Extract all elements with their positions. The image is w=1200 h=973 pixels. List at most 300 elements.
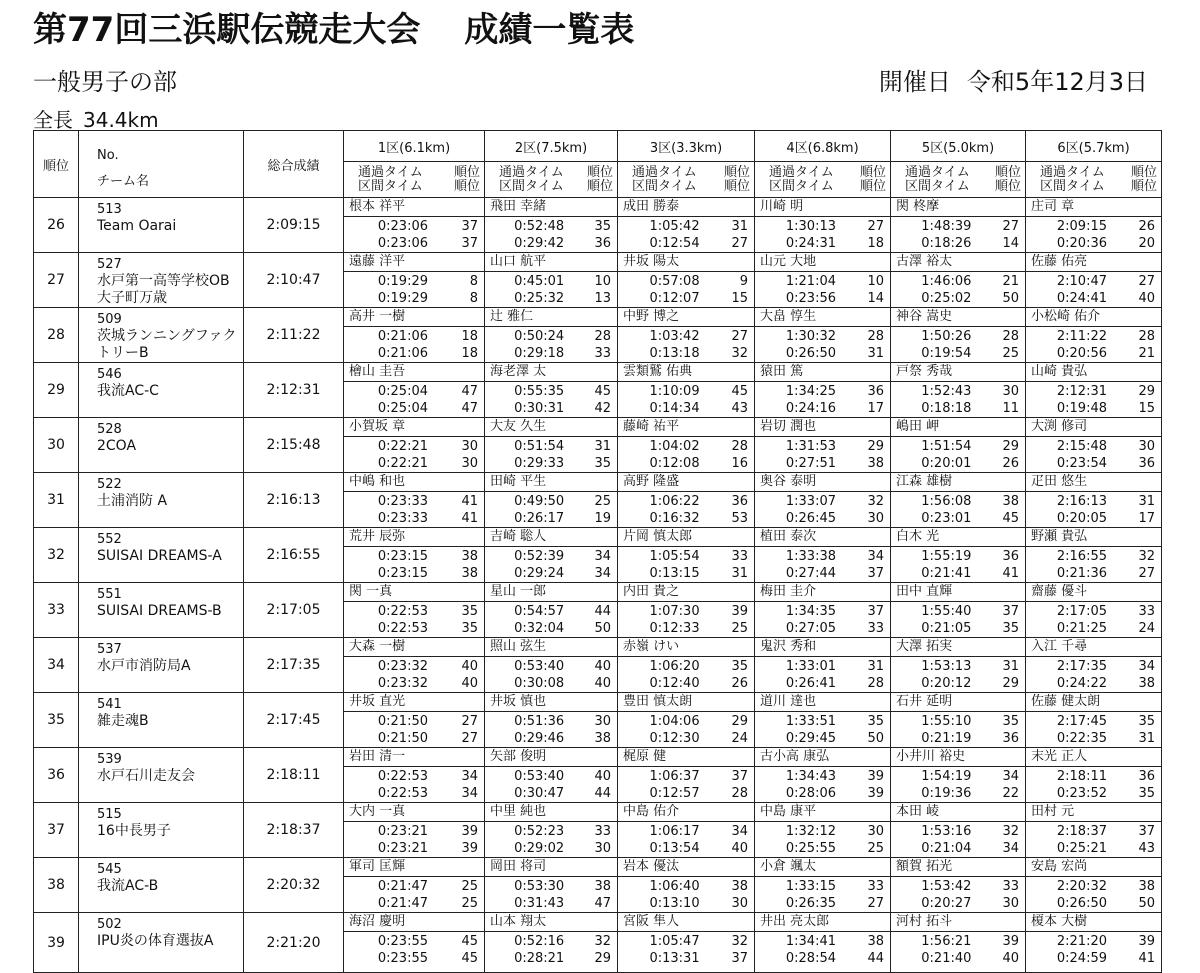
- pass-rank: 28: [731, 439, 748, 454]
- leg-cell: [344, 748, 485, 803]
- split-rank: 30: [731, 896, 748, 911]
- split-time: 0:25:32: [514, 291, 565, 306]
- pass-time: 2:16:55: [1056, 549, 1107, 564]
- pass-rank: 34: [594, 549, 611, 564]
- runner-name: 安島 宏尚: [1026, 858, 1161, 877]
- pass-rank: 29: [1138, 384, 1155, 399]
- pass-time: 1:30:32: [785, 329, 836, 344]
- split-time: 0:28:06: [785, 786, 836, 801]
- team-number: 537: [97, 642, 122, 657]
- split-time: 0:19:29: [377, 291, 428, 306]
- split-rank: 40: [594, 676, 611, 691]
- split-time: 0:23:33: [377, 511, 428, 526]
- pass-rank: 39: [461, 824, 478, 839]
- pass-time: 1:52:43: [921, 384, 972, 399]
- pass-time: 2:20:32: [1056, 879, 1107, 894]
- runner-name: 内田 貴之: [618, 583, 754, 602]
- team-rank: 27: [34, 253, 79, 308]
- pass-rank: 25: [594, 494, 611, 509]
- split-time: 0:29:42: [514, 236, 565, 251]
- leg-cell: [891, 418, 1026, 473]
- team-name: 水戸第一高等学校OB大子町万歳: [97, 273, 230, 306]
- runner-name: 入江 千尋: [1026, 638, 1161, 657]
- team-number: 546: [97, 367, 122, 382]
- split-time: 0:19:54: [921, 346, 972, 361]
- split-time: 0:18:18: [921, 401, 972, 416]
- runner-name: 田中 直輝: [891, 583, 1025, 602]
- split-time: 0:21:06: [377, 346, 428, 361]
- team-name: 水戸市消防局A: [97, 658, 191, 674]
- leg-cell: [1026, 803, 1162, 858]
- team-cell: [79, 363, 244, 418]
- runner-name: 川崎 明: [755, 198, 890, 217]
- pass-time: 0:22:53: [377, 769, 428, 784]
- split-rank: 50: [1002, 291, 1019, 306]
- split-rank: 25: [1002, 346, 1019, 361]
- runner-name: 疋田 悠生: [1026, 473, 1161, 492]
- team-name: 土浦消防 A: [97, 493, 168, 509]
- pass-rank: 9: [739, 274, 748, 289]
- leg-cell: [618, 473, 755, 528]
- pass-rank: 34: [461, 769, 478, 784]
- team-number: 539: [97, 752, 122, 767]
- table-row: [34, 253, 1162, 308]
- team-name: 我流AC-B: [97, 878, 159, 894]
- event-title: 第77回三浜駅伝競走大会: [33, 10, 421, 50]
- leg-cell: [618, 583, 755, 638]
- leg-cell: [1026, 253, 1162, 308]
- pass-rank-label: 順位: [1130, 164, 1157, 180]
- split-time: 0:27:44: [785, 566, 836, 581]
- runner-name: 河村 拓斗: [891, 913, 1025, 932]
- runner-name: 雲類鷲 佑典: [618, 363, 754, 382]
- pass-time: 1:34:35: [785, 604, 836, 619]
- pass-rank: 30: [867, 824, 884, 839]
- pass-rank: 35: [461, 604, 478, 619]
- leg-cell: [755, 253, 891, 308]
- pass-rank: 31: [594, 439, 611, 454]
- team-number: 509: [97, 312, 122, 327]
- split-rank: 29: [594, 951, 611, 966]
- pass-time: 1:34:43: [785, 769, 836, 784]
- leg-cell: [344, 693, 485, 748]
- runner-name: 星山 一郎: [485, 583, 617, 602]
- split-rank: 34: [594, 566, 611, 581]
- runner-name: 江森 雄樹: [891, 473, 1025, 492]
- leg-cell: [755, 198, 891, 253]
- team-number: 545: [97, 862, 122, 877]
- split-rank: 39: [461, 841, 478, 856]
- split-rank: 18: [867, 236, 884, 251]
- split-rank: 45: [461, 951, 478, 966]
- pass-rank: 27: [867, 219, 884, 234]
- total-distance-value: 34.4km: [83, 108, 159, 132]
- runner-name: 高野 隆盛: [618, 473, 754, 492]
- leg-cell: [344, 418, 485, 473]
- pass-time: 0:55:35: [514, 384, 565, 399]
- split-rank: 30: [461, 456, 478, 471]
- split-time: 0:26:50: [1056, 896, 1107, 911]
- pass-rank: 38: [1138, 879, 1155, 894]
- total-time: 2:18:11: [244, 748, 344, 803]
- split-time: 0:25:02: [921, 291, 972, 306]
- total-time: 2:16:55: [244, 528, 344, 583]
- leg-cell: [891, 473, 1026, 528]
- split-time: 0:26:50: [785, 346, 836, 361]
- runner-name: 大内 一真: [344, 803, 484, 822]
- split-rank: 20: [1138, 236, 1155, 251]
- split-rank: 14: [867, 291, 884, 306]
- pass-rank: 32: [867, 494, 884, 509]
- split-rank: 36: [594, 236, 611, 251]
- leg-cell: [618, 308, 755, 363]
- runner-name: 井出 亮太郎: [755, 913, 890, 932]
- pass-rank: 37: [1002, 604, 1019, 619]
- runner-name: 榎本 大樹: [1026, 913, 1161, 932]
- team-rank: 31: [34, 473, 79, 528]
- pass-time: 2:17:35: [1056, 659, 1107, 674]
- pass-rank: 27: [731, 329, 748, 344]
- split-rank: 28: [731, 786, 748, 801]
- leg-cell: [755, 748, 891, 803]
- table-row: [34, 363, 1162, 418]
- split-time: 0:12:57: [649, 786, 700, 801]
- pass-time: 2:15:48: [1056, 439, 1107, 454]
- leg-cell: [344, 583, 485, 638]
- split-rank: 38: [867, 456, 884, 471]
- pass-time: 1:53:16: [921, 824, 972, 839]
- leg-cell: [485, 803, 618, 858]
- total-distance-label: 全長: [33, 108, 73, 132]
- team-cell: [79, 418, 244, 473]
- leg-cell: [485, 528, 618, 583]
- pass-time: 1:54:19: [921, 769, 972, 784]
- split-rank: 50: [867, 731, 884, 746]
- runner-name: 井坂 直光: [344, 693, 484, 712]
- leg-cell: [618, 693, 755, 748]
- pass-time: 1:05:47: [649, 934, 700, 949]
- leg-cell: [891, 803, 1026, 858]
- runner-name: 田崎 平生: [485, 473, 617, 492]
- split-time: 0:12:54: [649, 236, 700, 251]
- pass-time-label: 通過タイム: [769, 164, 834, 180]
- pass-rank: 28: [867, 329, 884, 344]
- pass-time: 1:56:21: [921, 934, 972, 949]
- split-time: 0:28:54: [785, 951, 836, 966]
- split-time: 0:12:07: [649, 291, 700, 306]
- split-rank: 18: [461, 346, 478, 361]
- pass-rank: 27: [1002, 219, 1019, 234]
- split-rank: 14: [1002, 236, 1019, 251]
- pass-rank: 26: [1138, 219, 1155, 234]
- leg-cell: [1026, 693, 1162, 748]
- pass-time: 1:33:51: [785, 714, 836, 729]
- team-number: 527: [97, 257, 122, 272]
- split-rank: 15: [1138, 401, 1155, 416]
- table-header: [34, 131, 1162, 198]
- split-time: 0:24:41: [1056, 291, 1107, 306]
- pass-time: 2:09:15: [1056, 219, 1107, 234]
- leg-cell: [344, 198, 485, 253]
- leg-cell: [618, 638, 755, 693]
- split-rank: 15: [731, 291, 748, 306]
- team-cell: [79, 803, 244, 858]
- split-rank-label: 順位: [859, 178, 886, 194]
- runner-name: 中嶋 和也: [344, 473, 484, 492]
- runner-name: 梅田 圭介: [755, 583, 890, 602]
- pass-time: 0:22:53: [377, 604, 428, 619]
- split-time: 0:21:50: [377, 731, 428, 746]
- runner-name: 山崎 貴弘: [1026, 363, 1161, 382]
- pass-rank: 47: [461, 384, 478, 399]
- runner-name: 中里 純也: [485, 803, 617, 822]
- leg-cell: [485, 418, 618, 473]
- pass-time: 1:32:12: [785, 824, 836, 839]
- split-time: 0:26:45: [785, 511, 836, 526]
- split-time: 0:23:21: [377, 841, 428, 856]
- pass-rank: 33: [731, 549, 748, 564]
- leg-cell: [1026, 748, 1162, 803]
- leg-cell: [618, 748, 755, 803]
- split-rank: 35: [461, 621, 478, 636]
- leg-cell: [891, 363, 1026, 418]
- header-leg-2: 2区(7.5km): [485, 131, 618, 162]
- pass-rank: 37: [867, 604, 884, 619]
- team-number: 502: [97, 917, 122, 932]
- pass-time: 1:06:37: [649, 769, 700, 784]
- pass-time: 1:55:40: [921, 604, 972, 619]
- split-time: 0:12:08: [649, 456, 700, 471]
- pass-time: 1:06:40: [649, 879, 700, 894]
- header-team: [79, 131, 244, 198]
- pass-rank: 39: [867, 769, 884, 784]
- split-rank: 47: [461, 401, 478, 416]
- pass-rank-label: 順位: [586, 164, 613, 180]
- team-name: 我流AC-C: [97, 383, 159, 399]
- leg-cell: [618, 913, 755, 973]
- runner-name: 大畠 惇生: [755, 308, 890, 327]
- leg-cell: [1026, 913, 1162, 973]
- split-rank-label: 順位: [586, 178, 613, 194]
- split-time: 0:21:36: [1056, 566, 1107, 581]
- pass-time: 0:57:08: [649, 274, 700, 289]
- pass-time: 0:53:40: [514, 659, 565, 674]
- split-rank: 36: [1138, 456, 1155, 471]
- pass-rank: 30: [1002, 384, 1019, 399]
- split-rank: 47: [594, 896, 611, 911]
- total-time: 2:21:20: [244, 913, 344, 973]
- pass-rank: 38: [1002, 494, 1019, 509]
- pass-rank-label: 順位: [453, 164, 480, 180]
- pass-rank: 38: [594, 879, 611, 894]
- pass-time: 0:23:15: [377, 549, 428, 564]
- pass-time: 1:50:26: [921, 329, 972, 344]
- team-cell: [79, 253, 244, 308]
- runner-name: 山元 大地: [755, 253, 890, 272]
- document-title: 成績一覧表: [464, 10, 635, 50]
- leg-cell: [755, 858, 891, 913]
- pass-time: 1:03:42: [649, 329, 700, 344]
- runner-name: 小倉 颯太: [755, 858, 890, 877]
- split-rank: 24: [1138, 621, 1155, 636]
- runner-name: 石井 延明: [891, 693, 1025, 712]
- split-rank: 40: [731, 841, 748, 856]
- team-number: 528: [97, 422, 122, 437]
- split-time: 0:20:12: [921, 676, 972, 691]
- pass-rank: 36: [1002, 549, 1019, 564]
- split-rank: 53: [731, 511, 748, 526]
- split-time-label: 区間タイム: [358, 178, 423, 194]
- runner-name: 末光 正人: [1026, 748, 1161, 767]
- split-time: 0:22:53: [377, 786, 428, 801]
- runner-name: 額賀 拓光: [891, 858, 1025, 877]
- runner-name: 海老澤 太: [485, 363, 617, 382]
- pass-rank: 45: [594, 384, 611, 399]
- split-time: 0:24:31: [785, 236, 836, 251]
- split-time: 0:21:41: [921, 566, 972, 581]
- split-time: 0:23:52: [1056, 786, 1107, 801]
- runner-name: 片岡 慎太郎: [618, 528, 754, 547]
- leg-cell: [891, 583, 1026, 638]
- runner-name: 矢部 俊明: [485, 748, 617, 767]
- pass-time: 2:21:20: [1056, 934, 1107, 949]
- leg-cell: [618, 363, 755, 418]
- split-time: 0:24:22: [1056, 676, 1107, 691]
- split-rank: 37: [731, 951, 748, 966]
- leg-cell: [755, 528, 891, 583]
- total-time: 2:12:31: [244, 363, 344, 418]
- runner-name: 関 柊摩: [891, 198, 1025, 217]
- runner-name: 道川 達也: [755, 693, 890, 712]
- split-rank: 28: [867, 676, 884, 691]
- team-cell: [79, 748, 244, 803]
- runner-name: 齋藤 優斗: [1026, 583, 1161, 602]
- runner-name: 神谷 嵩史: [891, 308, 1025, 327]
- split-rank: 40: [461, 676, 478, 691]
- pass-rank: 39: [1138, 934, 1155, 949]
- split-rank: 40: [1002, 951, 1019, 966]
- leg-cell: [618, 418, 755, 473]
- runner-name: 檜山 圭吾: [344, 363, 484, 382]
- split-rank: 30: [867, 511, 884, 526]
- split-time: 0:30:08: [514, 676, 565, 691]
- leg-subheader: [485, 162, 618, 198]
- split-time: 0:13:15: [649, 566, 700, 581]
- leg-cell: [485, 693, 618, 748]
- split-rank: 32: [731, 346, 748, 361]
- leg-cell: [755, 583, 891, 638]
- split-rank: 44: [867, 951, 884, 966]
- team-cell: [79, 473, 244, 528]
- split-rank: 8: [469, 291, 478, 306]
- split-rank-label: 順位: [1130, 178, 1157, 194]
- pass-time: 1:21:04: [785, 274, 836, 289]
- split-rank: 37: [461, 236, 478, 251]
- team-rank: 33: [34, 583, 79, 638]
- split-rank: 27: [1138, 566, 1155, 581]
- leg-cell: [1026, 363, 1162, 418]
- split-time-label: 区間タイム: [769, 178, 834, 194]
- pass-rank: 33: [1002, 879, 1019, 894]
- leg-cell: [485, 308, 618, 363]
- split-rank: 44: [594, 786, 611, 801]
- pass-rank-label: 順位: [723, 164, 750, 180]
- leg-cell: [755, 418, 891, 473]
- split-time: 0:29:18: [514, 346, 565, 361]
- runner-name: 岩切 潤也: [755, 418, 890, 437]
- split-rank: 31: [867, 346, 884, 361]
- split-time: 0:29:24: [514, 566, 565, 581]
- pass-rank: 34: [1002, 769, 1019, 784]
- pass-time: 0:25:04: [377, 384, 428, 399]
- runner-name: 庄司 章: [1026, 198, 1161, 217]
- split-time: 0:29:46: [514, 731, 565, 746]
- pass-time: 2:16:13: [1056, 494, 1107, 509]
- pass-time: 0:23:06: [377, 219, 428, 234]
- team-rank: 36: [34, 748, 79, 803]
- pass-rank: 30: [1138, 439, 1155, 454]
- header-total: 総合成績: [244, 131, 344, 198]
- table-row: [34, 803, 1162, 858]
- leg-cell: [1026, 858, 1162, 913]
- leg-subheader: [618, 162, 755, 198]
- total-time: 2:17:05: [244, 583, 344, 638]
- team-number: 513: [97, 202, 122, 217]
- runner-name: 井坂 陽太: [618, 253, 754, 272]
- pass-time: 1:56:08: [921, 494, 972, 509]
- pass-rank: 32: [594, 934, 611, 949]
- event-date: [879, 62, 1148, 97]
- pass-time: 2:10:47: [1056, 274, 1107, 289]
- pass-rank: 10: [867, 274, 884, 289]
- team-name: 茨城ランニングファクトリーB: [97, 328, 237, 361]
- pass-rank: 27: [1138, 274, 1155, 289]
- table-row: [34, 308, 1162, 363]
- split-time-label: 区間タイム: [1040, 178, 1105, 194]
- split-time: 0:27:51: [785, 456, 836, 471]
- runner-name: 遠藤 洋平: [344, 253, 484, 272]
- header-no: No.: [97, 148, 119, 163]
- team-cell: [79, 528, 244, 583]
- pass-rank: 40: [461, 659, 478, 674]
- pass-time: 1:33:15: [785, 879, 836, 894]
- runner-name: 照山 弦生: [485, 638, 617, 657]
- pass-rank: 35: [1138, 714, 1155, 729]
- leg-cell: [344, 473, 485, 528]
- pass-time: 2:18:11: [1056, 769, 1107, 784]
- pass-time: 2:18:37: [1056, 824, 1107, 839]
- pass-rank: 31: [731, 219, 748, 234]
- split-rank: 31: [1138, 731, 1155, 746]
- runner-name: 吉崎 聡人: [485, 528, 617, 547]
- split-time: 0:30:31: [514, 401, 565, 416]
- split-rank: 33: [867, 621, 884, 636]
- pass-time: 0:21:50: [377, 714, 428, 729]
- pass-time: 0:21:06: [377, 329, 428, 344]
- split-time: 0:32:04: [514, 621, 565, 636]
- split-rank: 26: [1002, 456, 1019, 471]
- split-rank: 37: [867, 566, 884, 581]
- total-time: 2:09:15: [244, 198, 344, 253]
- pass-time: 0:19:29: [377, 274, 428, 289]
- pass-time: 1:33:38: [785, 549, 836, 564]
- runner-name: 岩本 優汰: [618, 858, 754, 877]
- leg-cell: [891, 308, 1026, 363]
- pass-time: 0:22:21: [377, 439, 428, 454]
- pass-time: 0:49:50: [514, 494, 565, 509]
- pass-time: 1:53:42: [921, 879, 972, 894]
- split-rank: 22: [1002, 786, 1019, 801]
